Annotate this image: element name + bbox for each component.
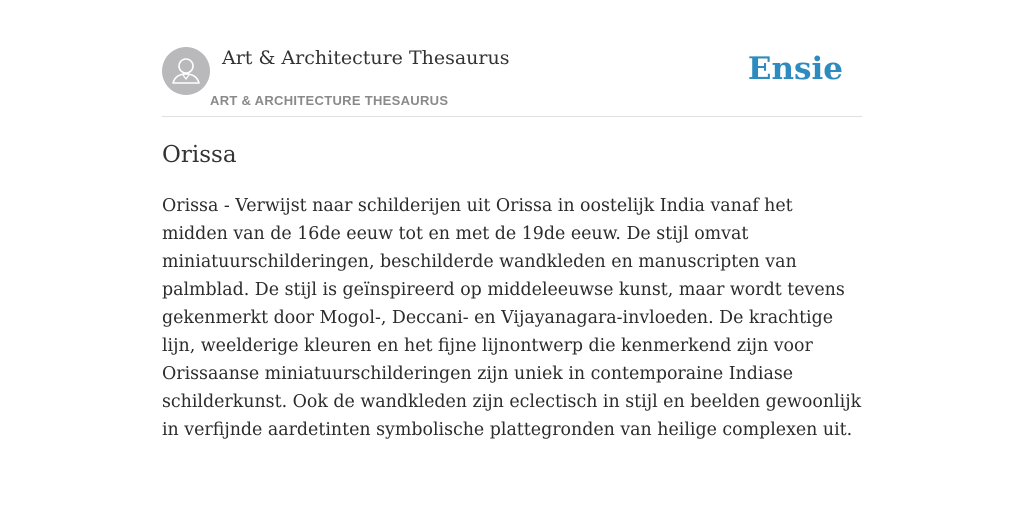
entry-definition: Orissa - Verwijst naar schilderijen uit Orissa in oostelijk India vanaf het midden van de 16de eeuw tot en met de 19de eeuw. De stijl omvat miniatuurschilderingen, beschilderde wandkleden en manuscripten van palmblad. De stijl is geïnspireerd op middeleeuwse kunst, maar wordt tevens gekenmerkt door Mogol-, Deccani- en Vijayanagara-invloeden. De krachtige lijn, weelderige kleuren en het fijne lijnontwerp die kenmerkend zijn voor Orissaanse miniatuurschilderingen zijn uniek in contemporaine Indiase schilderkunst. Ook de wandkleden zijn eclectisch in stijl en beelden gewoonlijk in verfijnde aardetinten symbolische plattegronden van heilige complexen uit. [162,196,862,440]
entry-title: Orissa [162,142,237,168]
brand-logo[interactable]: Ensie [747,51,843,87]
source-subtitle[interactable]: ART & ARCHITECTURE THESAURUS [210,93,449,108]
source-header [162,46,862,117]
source-title[interactable]: Art & Architecture Thesaurus [222,47,510,69]
user-icon [162,47,210,95]
avatar[interactable] [162,47,210,95]
